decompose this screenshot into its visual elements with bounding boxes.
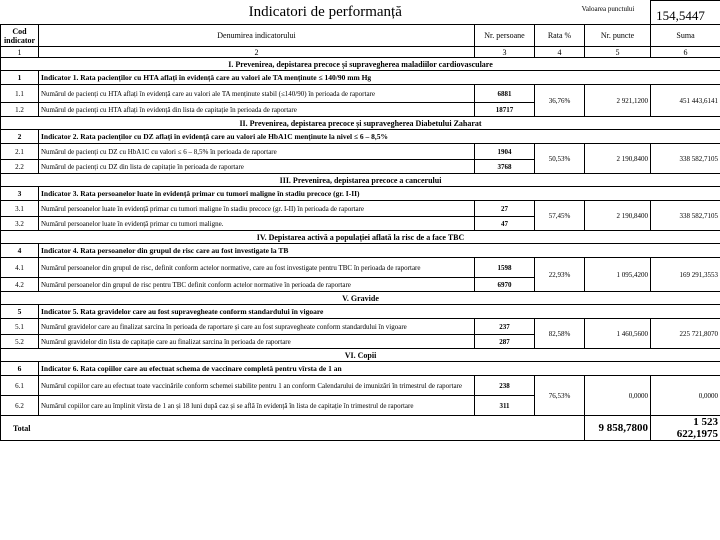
row-code: 4.2 [1,278,39,292]
row-text: Numărul gravidelor din lista de capitație care au finalizat sarcina în perioada de raportare [39,335,475,349]
section-title: I. Prevenirea, depistarea precoce și supravegherea maladiilor cardiovasculare [1,58,720,71]
row-text: Numărul persoanelor luate în evidență primar cu tumori maligne. [39,217,475,231]
section-title: IV. Depistarea activă a populației aflată la risc de a face TBC [1,231,720,244]
row-code: 6.2 [1,396,39,416]
total-sum: 1 523 622,1975 [651,416,720,441]
row-text: Numărul persoanelor din grupul de risc pentru TBC definit conform actelor normative în perioada de raportare [39,278,475,292]
point-value-block [575,0,720,35]
section-rate: 36,76% [535,85,585,117]
section-points: 0,0000 [585,376,651,416]
total-label: Total [1,416,585,441]
section-points: 2 190,8400 [585,201,651,231]
row-text: Numărul de pacienți cu HTA aflați în evidență din lista de capitație în perioada de raportare [39,103,475,117]
row-code: 1.1 [1,85,39,103]
header-denumirea: Denumirea indicatorului [39,25,475,47]
section-sum: 225 721,8070 [651,319,720,349]
section-rate: 82,58% [535,319,585,349]
row-persons: 47 [475,217,535,231]
row-text: Numărul de pacienți cu HTA aflați în evidență care au valori ale TA menținute stabil (≤140/90) în perioada de raportare [39,85,475,103]
section-rate: 50,53% [535,144,585,174]
col-number: 1 [1,47,39,58]
indicator-code: 4 [1,244,39,258]
row-code: 2.1 [1,144,39,160]
section-points: 2 921,1200 [585,85,651,117]
section-title: III. Prevenirea, depistarea precoce a cancerului [1,174,720,187]
row-text: Numărul persoanelor luate în evidență primar cu tumori maligne în stadiu precoce (gr. I-II) în perioada de raportare [39,201,475,217]
section-sum: 338 582,7105 [651,144,720,174]
indicator-name: Indicator 1. Rata pacienților cu HTA aflați în evidență care au valori ale TA menținute ≤ 140/90 mm Hg [39,71,720,85]
row-code: 1.2 [1,103,39,117]
row-persons: 6970 [475,278,535,292]
section-sum: 0,0000 [651,376,720,416]
row-persons: 238 [475,376,535,396]
indicator-name: Indicator 4. Rata persoanelor din grupul de risc care au fost investigate la TB [39,244,720,258]
section-title: VI. Copii [1,349,720,362]
row-persons: 18717 [475,103,535,117]
indicator-name: Indicator 3. Rata persoanelor luate în evidență primar cu tumori maligne în stadiu precoce (gr. I-II) [39,187,720,201]
row-persons: 311 [475,396,535,416]
page-title: Indicatori de performanță [248,3,402,20]
section-points: 2 190,8400 [585,144,651,174]
header-rata: Rata % [535,25,585,47]
row-text: Numărul copiilor care au împlinit vîrsta de 1 an și 18 luni după caz și se află în evidență în lista de capitație în trimestrul de raportare [39,396,475,416]
row-text: Numărul de pacienți cu DZ cu HbA1C cu valori ≤ 6 – 8,5% în perioada de raportare [39,144,475,160]
section-points: 1 095,4200 [585,258,651,292]
section-rate: 76,53% [535,376,585,416]
row-code: 5.1 [1,319,39,335]
row-persons: 287 [475,335,535,349]
row-text: Numărul gravidelor care au finalizat sarcina în perioada de raportare și care au fost supravegheate conform standardului în vigoare [39,319,475,335]
point-value-label: Valoarea punctului [581,5,635,13]
row-persons: 237 [475,319,535,335]
section-sum: 338 582,7105 [651,201,720,231]
point-value: 154,5447 [656,8,705,23]
indicator-name: Indicator 2. Rata pacienților cu DZ aflați în evidență care au valori ale HbA1C menținute la nivel ≤ 6 – 8,5% [39,130,720,144]
indicator-code: 6 [1,362,39,376]
row-persons: 6881 [475,85,535,103]
col-number: 4 [535,47,585,58]
row-text: Numărul persoanelor din grupul de risc, definit conform actelor normative, care au fost investigate pentru TBC în perioada de raportare [39,258,475,278]
total-points: 9 858,7800 [585,416,651,441]
section-title: II. Prevenirea, depistarea precoce și supravegherea Diabetului Zaharat [1,117,720,130]
row-code: 6.1 [1,376,39,396]
row-text: Numărul copiilor care au efectuat toate vaccinările conform schemei stabilite pentru 1 an conform Calendarului de imunizări în trimestrul de raportare [39,376,475,396]
indicator-code: 5 [1,305,39,319]
indicator-code: 3 [1,187,39,201]
section-title: V. Gravide [1,292,720,305]
section-rate: 57,45% [535,201,585,231]
row-persons: 3768 [475,160,535,174]
row-code: 4.1 [1,258,39,278]
row-persons: 27 [475,201,535,217]
header-nr-persoane: Nr. persoane [475,25,535,47]
header-cod-indicator: Cod indicator [1,25,39,47]
section-rate: 22,93% [535,258,585,292]
indicator-code: 2 [1,130,39,144]
row-persons: 1904 [475,144,535,160]
row-code: 2.2 [1,160,39,174]
row-code: 5.2 [1,335,39,349]
section-points: 1 460,5600 [585,319,651,349]
col-number: 2 [39,47,475,58]
indicator-code: 1 [1,71,39,85]
header-suma: Suma [651,25,720,47]
indicator-name: Indicator 6. Rata copiilor care au efectuat schema de vaccinare completă pentru vîrsta de 1 an [39,362,720,376]
section-sum: 451 443,6141 [651,85,720,117]
section-sum: 169 291,3553 [651,258,720,292]
row-code: 3.2 [1,217,39,231]
col-number: 3 [475,47,535,58]
row-code: 3.1 [1,201,39,217]
header-nr-puncte: Nr. puncte [585,25,651,47]
col-number: 6 [651,47,720,58]
col-number: 5 [585,47,651,58]
row-text: Numărul de pacienți cu DZ din lista de capitație în perioada de raportare [39,160,475,174]
indicator-name: Indicator 5. Rata gravidelor care au fost supravegheate conform standardului în vigoare [39,305,720,319]
row-persons: 1598 [475,258,535,278]
